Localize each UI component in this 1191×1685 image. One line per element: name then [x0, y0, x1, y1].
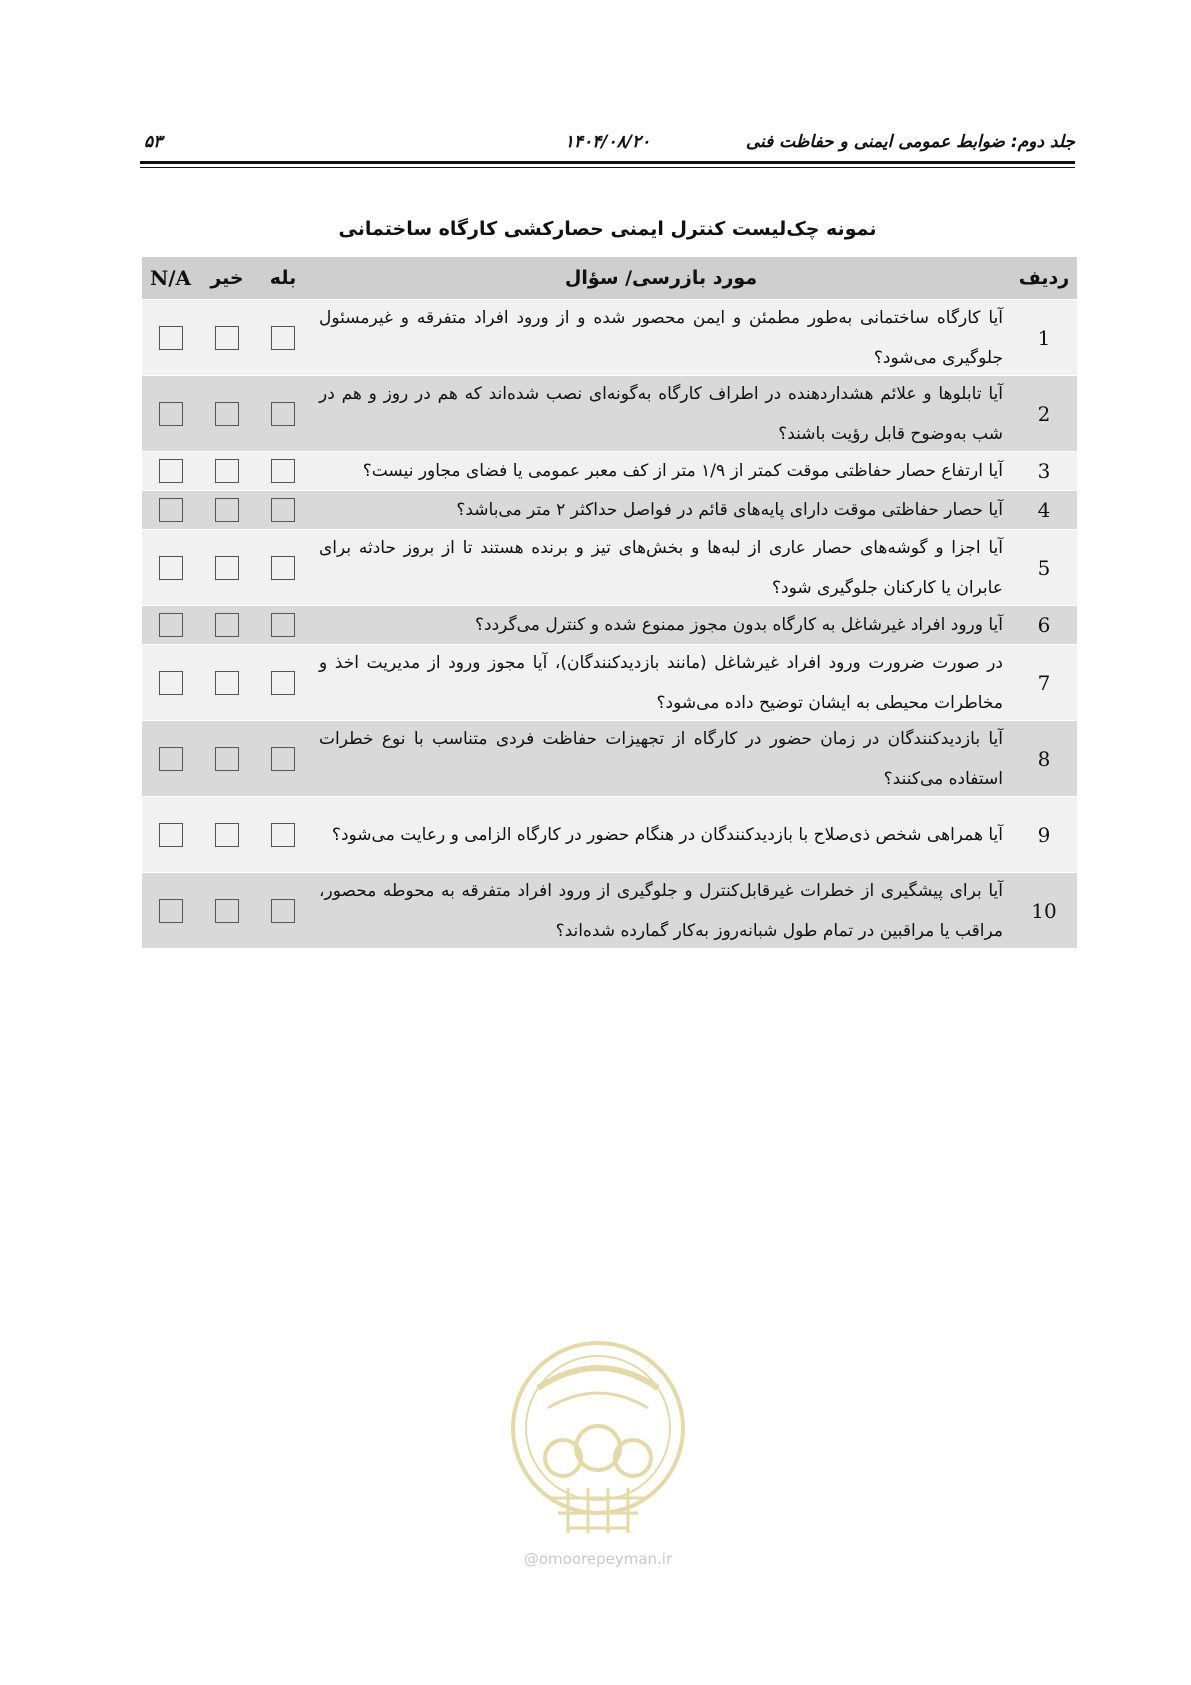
row-number: 3 [1037, 459, 1051, 483]
row-number: 10 [1031, 898, 1057, 923]
volume-title: جلد دوم: ضوابط عمومی ایمنی و حفاظت فنی [745, 132, 1075, 152]
page-header [140, 128, 1075, 158]
header-date: ۱۴۰۴/۰۸/۲۰ [564, 132, 651, 152]
row-na-cell [142, 452, 199, 490]
row-yes-cell [255, 645, 311, 720]
row-question [311, 797, 1011, 872]
table-row [142, 300, 1077, 376]
no-checkbox[interactable] [215, 556, 239, 580]
row-question [311, 452, 1011, 490]
no-checkbox[interactable] [215, 671, 239, 695]
yes-checkbox[interactable] [271, 823, 295, 847]
yes-checkbox[interactable] [271, 556, 295, 580]
row-yes-cell [255, 452, 311, 490]
row-question-text: آیا برای پیشگیری از خطرات غیرقابل‌کنترل و جلوگیری از ورود افراد متفرقه به محوطه محصور، مراقب یا مراقبین در تمام طول شبانه‌روز به‌کار گمارده شده‌اند؟ [319, 880, 1003, 941]
na-checkbox[interactable] [159, 823, 183, 847]
na-checkbox[interactable] [159, 402, 183, 426]
yes-checkbox[interactable] [271, 899, 295, 923]
row-question [311, 530, 1011, 605]
row-no-cell [199, 797, 255, 872]
row-number: 4 [1037, 498, 1051, 522]
row-no-cell [199, 376, 255, 451]
row-na-cell [142, 300, 199, 375]
no-checkbox[interactable] [215, 747, 239, 771]
row-question-text: آیا کارگاه ساختمانی به‌طور مطمئن و ایمن محصور شده و از ورود افراد متفرقه و غیرمسئول جلوگیری می‌شود؟ [319, 307, 1003, 368]
na-checkbox[interactable] [159, 613, 183, 637]
row-question [311, 491, 1011, 529]
row-na-cell [142, 797, 199, 872]
row-yes-cell [255, 797, 311, 872]
row-na-cell [142, 873, 199, 948]
row-question-text: آیا همراهی شخص ذی‌صلاح با بازدیدکنندگان در هنگام حضور در کارگاه الزامی و رعایت می‌شود؟ [331, 824, 1003, 845]
checklist-title: نمونه چک‌لیست کنترل ایمنی حصارکشی کارگاه ساختمانی [338, 218, 877, 240]
row-no-cell [199, 645, 255, 720]
row-no-cell [199, 452, 255, 490]
row-question-text: آیا تابلوها و علائم هشداردهنده در اطراف کارگاه به‌گونه‌ای نصب شده‌اند که هم در روز و هم در شب به‌وضوح قابل رؤیت باشند؟ [319, 383, 1003, 444]
na-checkbox[interactable] [159, 498, 183, 522]
row-question-text: آیا ورود افراد غیرشاغل به کارگاه بدون مجوز ممنوع شده و کنترل می‌گردد؟ [475, 615, 1003, 635]
row-yes-cell [255, 606, 311, 644]
row-number: 7 [1037, 670, 1051, 695]
row-question [311, 300, 1011, 375]
no-checkbox[interactable] [215, 613, 239, 637]
table-row [142, 645, 1077, 721]
table-row [142, 530, 1077, 606]
no-checkbox[interactable] [215, 326, 239, 350]
row-no-cell [199, 530, 255, 605]
header-rule-thin [140, 167, 1075, 168]
row-na-cell [142, 645, 199, 720]
table-row [142, 606, 1077, 645]
column-header-no: خیر [210, 267, 244, 289]
row-question [311, 645, 1011, 720]
table-header-row [142, 257, 1077, 300]
na-checkbox[interactable] [159, 459, 183, 483]
watermark-url: @omoorepeyman.ir [523, 1550, 673, 1568]
row-yes-cell [255, 530, 311, 605]
row-number: 6 [1037, 613, 1051, 637]
column-header-row: ردیف [1018, 267, 1070, 289]
row-no-cell [199, 300, 255, 375]
row-yes-cell [255, 376, 311, 451]
checklist-table [142, 257, 1077, 949]
header-rule-thick [140, 161, 1075, 164]
row-yes-cell [255, 873, 311, 948]
yes-checkbox[interactable] [271, 459, 295, 483]
na-checkbox[interactable] [159, 899, 183, 923]
row-number: 9 [1037, 822, 1051, 847]
row-yes-cell [255, 491, 311, 529]
na-checkbox[interactable] [159, 671, 183, 695]
row-question-text: آیا ارتفاع حصار حفاظتی موقت کمتر از ۱/۹ متر از کف معبر عمومی یا فضای مجاور نیست؟ [362, 461, 1003, 481]
table-row [142, 873, 1077, 949]
row-question [311, 606, 1011, 644]
row-question [311, 376, 1011, 451]
no-checkbox[interactable] [215, 459, 239, 483]
table-row [142, 491, 1077, 530]
no-checkbox[interactable] [215, 899, 239, 923]
no-checkbox[interactable] [215, 402, 239, 426]
row-question-text: آیا حصار حفاظتی موقت دارای پایه‌های قائم در فواصل حداکثر ۲ متر می‌باشد؟ [456, 500, 1003, 520]
table-row [142, 721, 1077, 797]
row-question [311, 873, 1011, 948]
row-number: 5 [1037, 555, 1051, 580]
row-na-cell [142, 530, 199, 605]
row-no-cell [199, 606, 255, 644]
row-question-text: آیا اجزا و گوشه‌های حصار عاری از لبه‌ها و بخش‌های تیز و برنده هستند تا از بروز حادثه برای عابران یا کارکنان جلوگیری شود؟ [319, 537, 1003, 598]
table-row [142, 797, 1077, 873]
column-header-na: N/A [149, 266, 192, 290]
row-na-cell [142, 721, 199, 796]
column-header-yes: بله [269, 267, 297, 289]
row-question-text: آیا بازدیدکنندگان در زمان حضور در کارگاه از تجهیزات حفاظت فردی متناسب با نوع خطرات استفاده می‌کنند؟ [319, 728, 1003, 789]
row-no-cell [199, 873, 255, 948]
row-na-cell [142, 491, 199, 529]
yes-checkbox[interactable] [271, 747, 295, 771]
table-body [142, 300, 1077, 949]
yes-checkbox[interactable] [271, 613, 295, 637]
row-na-cell [142, 376, 199, 451]
row-na-cell [142, 606, 199, 644]
row-number: 1 [1037, 325, 1051, 350]
row-yes-cell [255, 721, 311, 796]
row-yes-cell [255, 300, 311, 375]
row-no-cell [199, 721, 255, 796]
column-header-question: مورد بازرسی/ سؤال [564, 267, 758, 289]
yes-checkbox[interactable] [271, 671, 295, 695]
no-checkbox[interactable] [215, 823, 239, 847]
na-checkbox[interactable] [159, 326, 183, 350]
watermark-logo-icon [488, 1328, 708, 1578]
yes-checkbox[interactable] [271, 402, 295, 426]
row-question-text: در صورت ضرورت ورود افراد غیرشاغل (مانند بازدیدکنندگان)، آیا مجوز ورود از مدیریت اخذ و مخاطرات محیطی به ایشان توضیح داده می‌شود؟ [319, 652, 1003, 713]
yes-checkbox[interactable] [271, 326, 295, 350]
row-question [311, 721, 1011, 796]
na-checkbox[interactable] [159, 747, 183, 771]
table-row [142, 452, 1077, 491]
row-number: 8 [1037, 746, 1051, 771]
page-number: ۵۳ [144, 132, 163, 152]
row-no-cell [199, 491, 255, 529]
row-number: 2 [1037, 401, 1051, 426]
yes-checkbox[interactable] [271, 498, 295, 522]
table-row [142, 376, 1077, 452]
na-checkbox[interactable] [159, 556, 183, 580]
no-checkbox[interactable] [215, 498, 239, 522]
